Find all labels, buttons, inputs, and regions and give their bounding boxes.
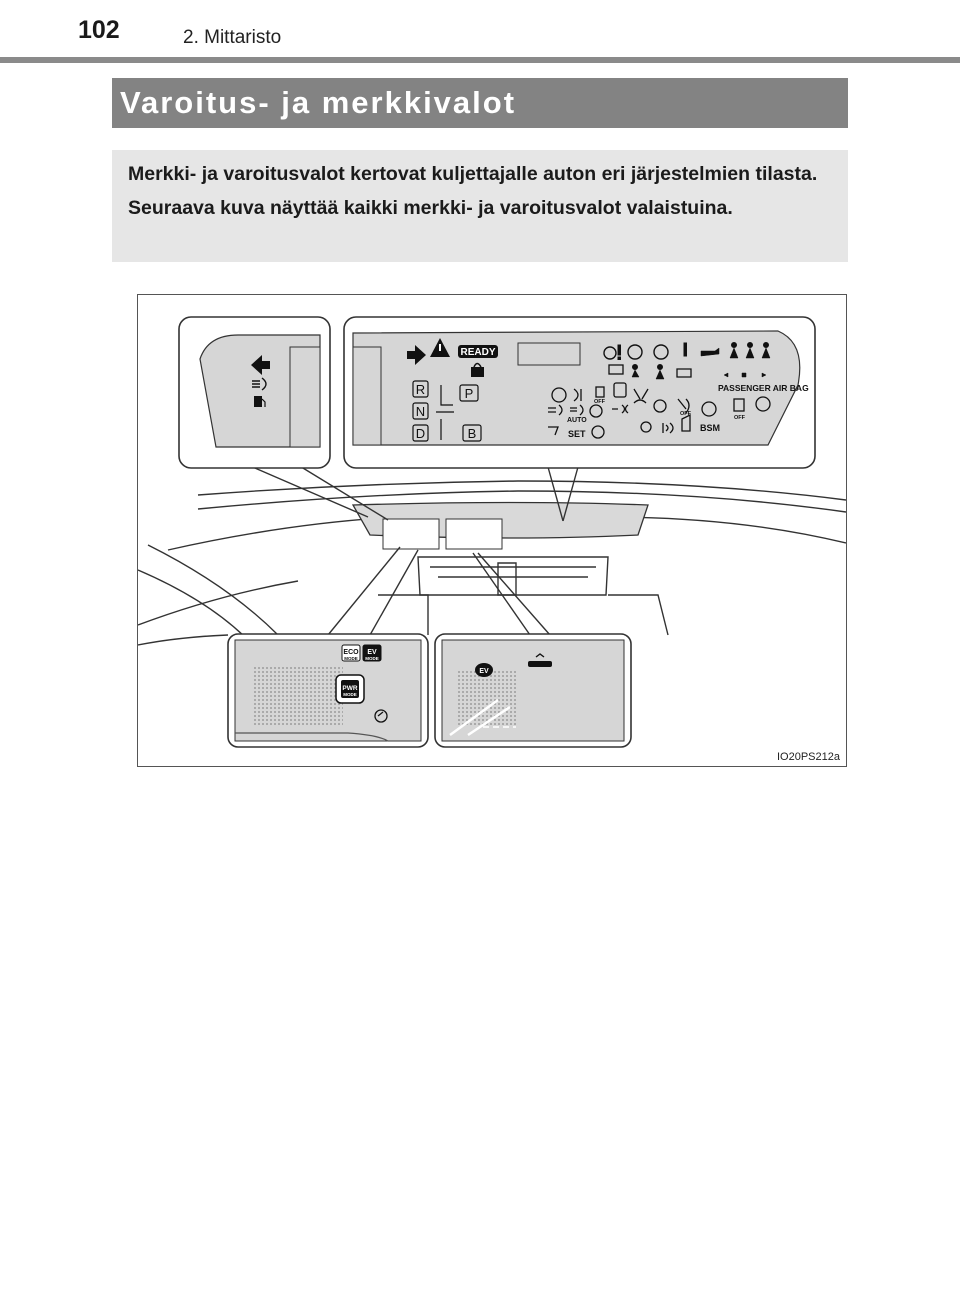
ev-indicator-icon bbox=[475, 663, 493, 677]
svg-text:ECO: ECO bbox=[343, 649, 359, 656]
svg-text:MODE: MODE bbox=[344, 656, 358, 661]
pcs-off-label: OFF bbox=[734, 415, 745, 421]
chapter-title: 2. Mittaristo bbox=[183, 27, 282, 48]
svg-text:PWR: PWR bbox=[342, 685, 358, 692]
auto-label: AUTO bbox=[567, 417, 587, 424]
section-banner bbox=[112, 78, 848, 128]
page-number: 102 bbox=[78, 16, 120, 44]
lane-off-label: OFF bbox=[680, 411, 691, 417]
figure-code: IO20PS212a bbox=[777, 751, 840, 763]
coolant-temp-icon bbox=[684, 343, 687, 356]
svg-text:READY: READY bbox=[460, 347, 496, 358]
gear-p-label: P bbox=[464, 386, 474, 401]
ready-indicator bbox=[458, 345, 498, 358]
svg-text:EV: EV bbox=[479, 668, 489, 675]
instrument-figure bbox=[137, 294, 847, 767]
header-rule bbox=[0, 57, 960, 63]
set-label: SET bbox=[568, 429, 586, 439]
gear-b-label: B bbox=[467, 426, 477, 441]
gear-n-label: N bbox=[415, 404, 426, 419]
ev-mode-indicator bbox=[363, 645, 381, 661]
airbag-icon bbox=[633, 365, 638, 370]
pwr-mode-indicator bbox=[336, 675, 364, 703]
gear-d-label: D bbox=[415, 426, 426, 441]
seatbelt-icon-3 bbox=[764, 343, 769, 348]
svg-text:MODE: MODE bbox=[343, 692, 357, 697]
vsc-off-label: OFF bbox=[594, 399, 605, 405]
seatbelt-rear-icon bbox=[658, 365, 663, 370]
right-panel bbox=[344, 317, 815, 468]
seatbelt-icon-1 bbox=[732, 343, 737, 348]
svg-text:EV: EV bbox=[367, 649, 377, 656]
passenger-air-bag-label: PASSENGER AIR BAG bbox=[718, 383, 809, 393]
bsm-label: BSM bbox=[700, 423, 720, 433]
intro-box bbox=[112, 150, 848, 262]
left-panel bbox=[179, 317, 330, 468]
cluster-strip bbox=[353, 503, 648, 550]
gear-r-label: R bbox=[415, 382, 426, 397]
svg-text:MODE: MODE bbox=[365, 656, 379, 661]
intro-line-2: Seuraava kuva näyttää kaikki merkki- ja varoitusvalot valaistuina. bbox=[128, 197, 733, 219]
bottom-left-panel bbox=[228, 634, 428, 747]
eco-mode-indicator bbox=[342, 645, 360, 661]
intro-line-1: Merkki- ja varoitusvalot kertovat kuljettajalle auton eri järjestelmien tilasta. bbox=[128, 163, 818, 185]
section-title: Varoitus- ja merkkivalot bbox=[120, 85, 517, 120]
bottom-right-panel bbox=[435, 634, 631, 747]
seatbelt-icon-2 bbox=[748, 343, 753, 348]
